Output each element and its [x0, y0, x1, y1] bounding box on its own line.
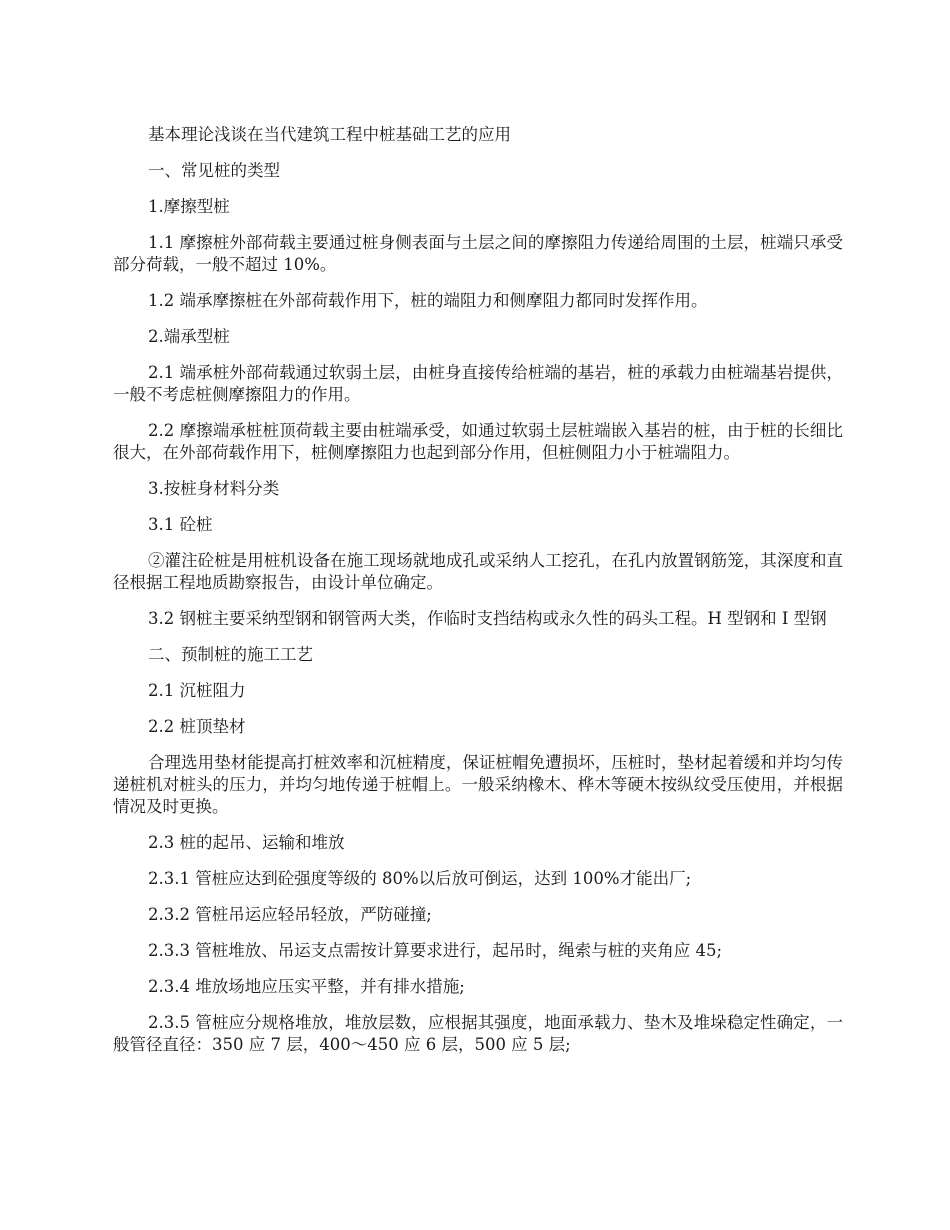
- paragraph: 1.2 端承摩擦桩在外部荷载作用下，桩的端阻力和侧摩阻力都同时发挥作用。: [148, 291, 708, 310]
- paragraph: 2.3.1 管桩应达到砼强度等级的 80%以后放可倒运，达到 100%才能出厂;: [148, 869, 692, 888]
- section-heading: 一、常见桩的类型: [148, 161, 280, 180]
- paragraph: 2.2 摩擦端承桩桩顶荷载主要由桩端承受，如通过软弱土层桩端嵌入基岩的桩，由于桩的长细比很大，在外部荷载作用下，桩侧摩擦阻力也起到部分作用，但桩侧阻力小于桩端阻力。: [113, 421, 843, 462]
- paragraph: 2.1 端承桩外部荷载通过软弱土层，由桩身直接传给桩端的基岩，桩的承载力由桩端基岩提供，一般不考虑桩侧摩擦阻力的作用。: [113, 363, 843, 404]
- subsection-heading: 2.3 桩的起吊、运输和堆放: [148, 833, 345, 852]
- paragraph: 2.3.5 管桩应分规格堆放，堆放层数，应根据其强度，地面承载力、垫木及堆垛稳定性确定，一般管径直径：350 应 7 层，400～450 应 6 层，500 应 5 层;: [113, 1013, 843, 1054]
- document-title: 基本理论浅谈在当代建筑工程中桩基础工艺的应用: [148, 125, 511, 144]
- paragraph: ②灌注砼桩是用桩机设备在施工现场就地成孔或采纳人工挖孔，在孔内放置钢筋笼，其深度和直径根据工程地质勘察报告，由设计单位确定。: [113, 551, 843, 592]
- paragraph: 2.3.2 管桩吊运应轻吊轻放，严防碰撞;: [148, 905, 432, 924]
- document-body: [113, 124, 843, 1070]
- subsection-heading: 1.摩擦型桩: [148, 197, 230, 216]
- paragraph: 2.3.4 堆放场地应压实平整，并有排水措施;: [148, 977, 465, 996]
- paragraph: 1.1 摩擦桩外部荷载主要通过桩身侧表面与土层之间的摩擦阻力传递给周围的土层，桩端只承受部分荷载，一般不超过 10%。: [113, 233, 843, 274]
- subsection-heading: 2.1 沉桩阻力: [148, 681, 246, 700]
- paragraph: 合理选用垫材能提高打桩效率和沉桩精度，保证桩帽免遭损坏，压桩时，垫材起着缓和并均匀传递桩机对桩头的压力，并均匀地传递于桩帽上。一般采纳橡木、桦木等硬木按纵纹受压使用，并根据情况及时更换。: [113, 753, 843, 816]
- subsection-heading: 2.2 桩顶垫材: [148, 717, 246, 736]
- section-heading: 二、预制桩的施工工艺: [148, 645, 313, 664]
- paragraph: 3.1 砼桩: [148, 515, 213, 534]
- subsection-heading: 3.按桩身材料分类: [148, 479, 280, 498]
- paragraph: 2.3.3 管桩堆放、吊运支点需按计算要求进行，起吊时，绳索与桩的夹角应 45;: [148, 941, 723, 960]
- subsection-heading: 2.端承型桩: [148, 327, 230, 346]
- paragraph: 3.2 钢桩主要采纳型钢和钢管两大类，作临时支挡结构或永久性的码头工程。H 型钢和 I 型钢: [148, 609, 827, 628]
